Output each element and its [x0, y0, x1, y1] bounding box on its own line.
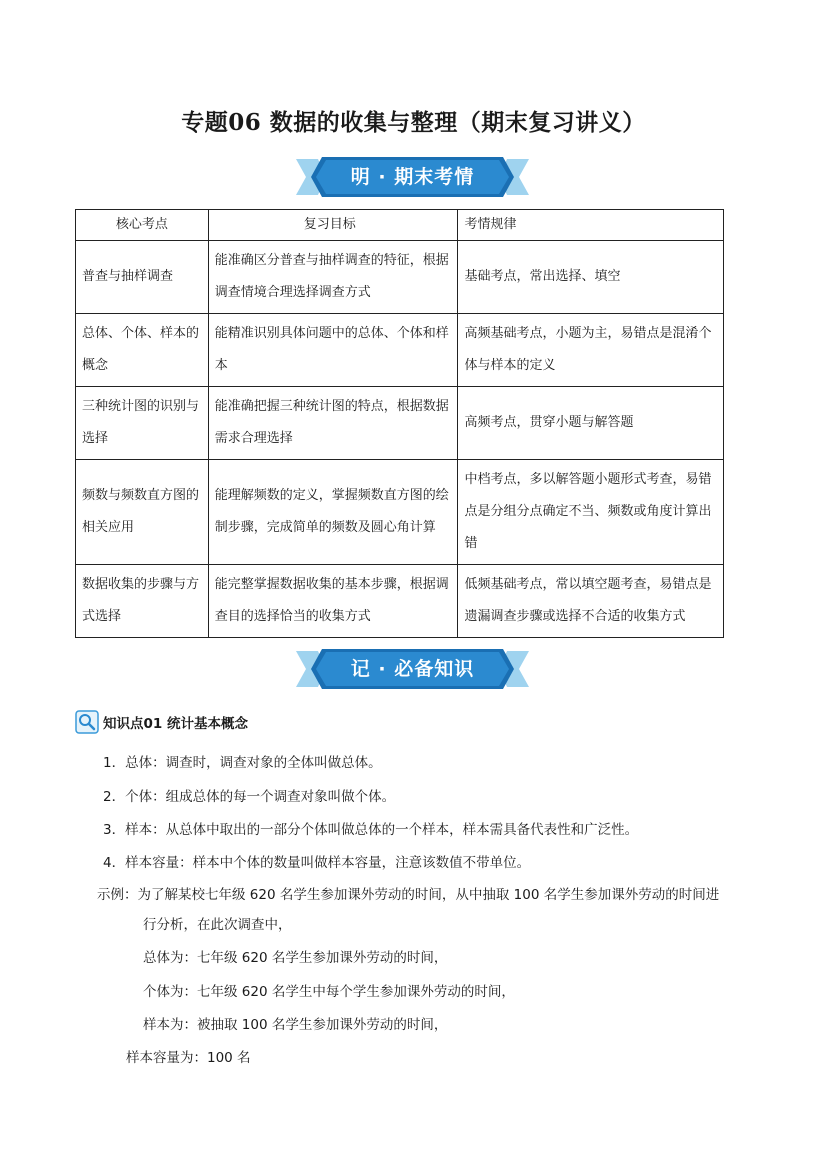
knowledge-point-title: 知识点01 统计基本概念	[103, 716, 248, 732]
table-cell: 中档考点，多以解答题小题形式考查，易错点是分组分点确定不当、频数或角度计算出错	[458, 460, 724, 565]
table-row	[76, 241, 724, 314]
header-cell: 核心考点	[76, 210, 209, 241]
header-cell: 复习目标	[208, 210, 458, 241]
exam-trend-banner	[296, 155, 529, 199]
list-item: 4．样本容量：样本中个体的数量叫做样本容量，注意该数值不带单位。	[103, 855, 531, 871]
table-cell: 普查与抽样调查	[76, 241, 209, 314]
table-cell: 频数与频数直方图的相关应用	[76, 460, 209, 565]
knowledge-point-heading	[75, 710, 248, 734]
example-line: 行分析，在此次调查中，	[143, 917, 292, 933]
table-header-row	[76, 210, 724, 241]
table-cell: 高频基础考点，小题为主，易错点是混淆个体与样本的定义	[458, 314, 724, 387]
table-cell: 总体、个体、样本的概念	[76, 314, 209, 387]
table-row	[76, 314, 724, 387]
magnifier-icon	[75, 710, 99, 734]
table-cell: 基础考点，常出选择、填空	[458, 241, 724, 314]
page-title: 专题06 数据的收集与整理（期末复习讲义）	[181, 109, 646, 136]
example-line: 示例：为了解某校七年级 620 名学生参加课外劳动的时间，从中抽取 100 名学生参加课外劳动的时间进	[97, 887, 720, 903]
example-line: 样本容量为：100 名	[126, 1050, 251, 1066]
table-row	[76, 565, 724, 638]
table-cell: 能准确区分普查与抽样调查的特征，根据调查情境合理选择调查方式	[208, 241, 458, 314]
table-cell: 能准确把握三种统计图的特点，根据数据需求合理选择	[208, 387, 458, 460]
list-item: 3．样本：从总体中取出的一部分个体叫做总体的一个样本，样本需具备代表性和广泛性。	[103, 822, 639, 838]
example-line: 样本为：被抽取 100 名学生参加课外劳动的时间，	[143, 1017, 448, 1033]
table-cell: 能精准识别具体问题中的总体、个体和样本	[208, 314, 458, 387]
table-row	[76, 387, 724, 460]
banner-title: 记 · 必备知识	[350, 658, 475, 680]
list-item: 1．总体：调查时，调查对象的全体叫做总体。	[103, 755, 382, 771]
header-cell: 考情规律	[458, 210, 724, 241]
example-line: 总体为：七年级 620 名学生参加课外劳动的时间，	[143, 950, 448, 966]
table-row	[76, 460, 724, 565]
banner-title: 明 · 期末考情	[350, 166, 475, 188]
table-cell: 能理解频数的定义，掌握频数直方图的绘制步骤，完成简单的频数及圆心角计算	[208, 460, 458, 565]
table-cell: 低频基础考点，常以填空题考查，易错点是遗漏调查步骤或选择不合适的收集方式	[458, 565, 724, 638]
example-line: 个体为：七年级 620 名学生中每个学生参加课外劳动的时间，	[143, 984, 515, 1000]
table-cell: 能完整掌握数据收集的基本步骤，根据调查目的选择恰当的收集方式	[208, 565, 458, 638]
list-item: 2．个体：组成总体的每一个调查对象叫做个体。	[103, 789, 396, 805]
knowledge-banner	[296, 647, 529, 691]
exam-summary-table	[75, 209, 724, 638]
table-cell: 高频考点，贯穿小题与解答题	[458, 387, 724, 460]
table-cell: 三种统计图的识别与选择	[76, 387, 209, 460]
table-cell: 数据收集的步骤与方式选择	[76, 565, 209, 638]
